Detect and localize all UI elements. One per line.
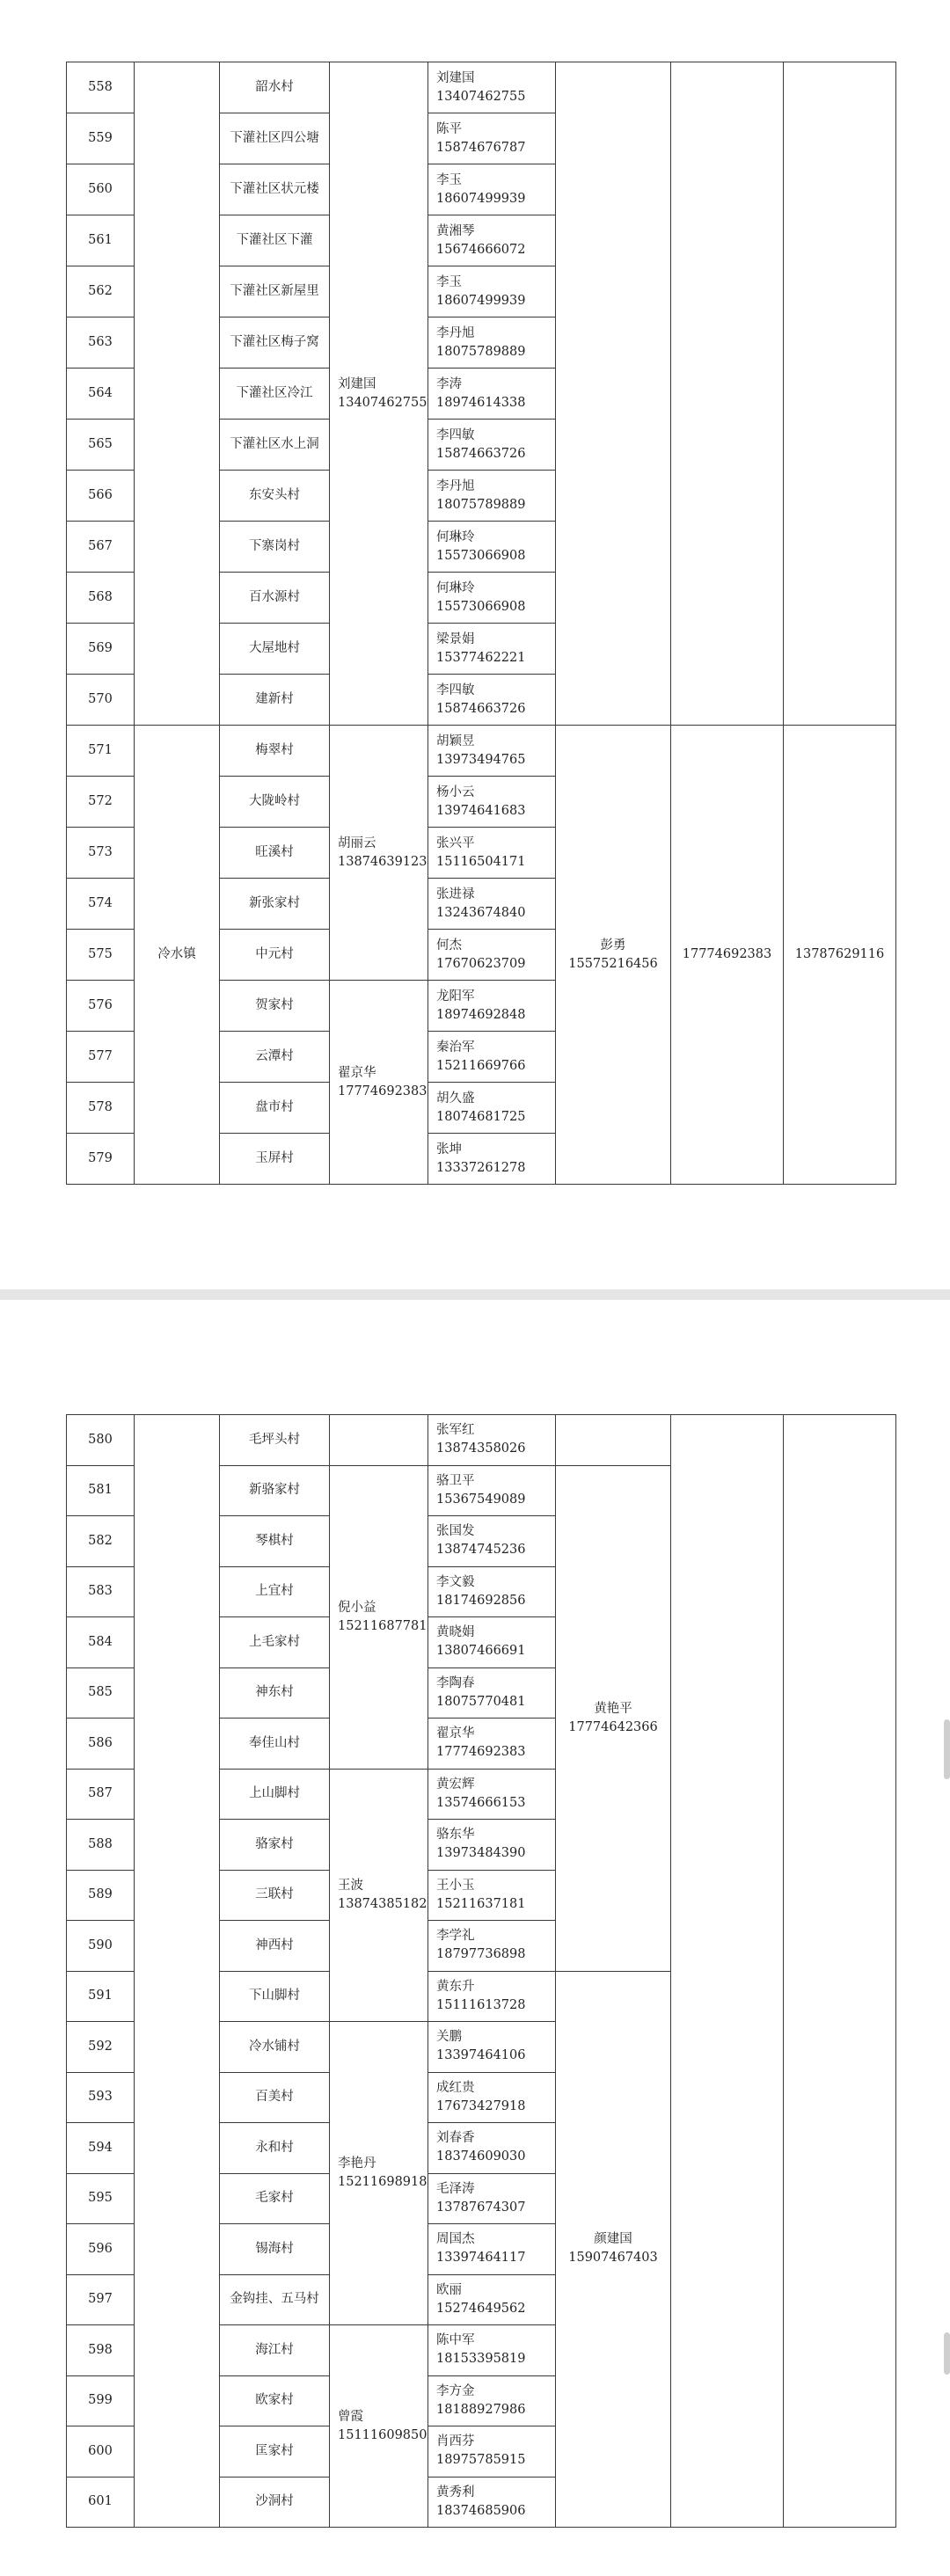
row-number: 582 bbox=[67, 1516, 135, 1567]
contact-name: 李四敏 bbox=[436, 682, 475, 697]
person-name: 倪小益 bbox=[338, 1600, 376, 1615]
contact-name: 张军红 bbox=[436, 1423, 475, 1438]
row-number: 581 bbox=[67, 1465, 135, 1516]
contact-phone: 13397464106 bbox=[436, 2048, 526, 2063]
contact-phone: 13407462755 bbox=[436, 89, 526, 104]
village-contact bbox=[428, 1769, 556, 1820]
contact-name: 张进禄 bbox=[436, 887, 475, 901]
village-contact bbox=[428, 930, 556, 981]
contact-name: 黄东升 bbox=[436, 1979, 475, 1994]
village-contact bbox=[428, 1415, 556, 1466]
row-number: 567 bbox=[67, 522, 135, 573]
contact-name: 翟京华 bbox=[436, 1726, 475, 1741]
contact-phone: 18174692856 bbox=[436, 1593, 526, 1608]
village-contact bbox=[428, 1971, 556, 2022]
row-number: 564 bbox=[67, 369, 135, 420]
contact-name: 骆卫平 bbox=[436, 1473, 475, 1488]
village-contact bbox=[428, 2072, 556, 2123]
row-number: 558 bbox=[67, 62, 135, 113]
village-name: 下山脚村 bbox=[220, 1971, 330, 2022]
village-name: 永和村 bbox=[220, 2123, 330, 2174]
row-number: 578 bbox=[67, 1083, 135, 1134]
contact-phone: 15116504171 bbox=[436, 854, 526, 869]
contact-phone: 15211637181 bbox=[436, 1896, 526, 1911]
contact-phone: 15674666072 bbox=[436, 242, 526, 257]
row-number: 596 bbox=[67, 2224, 135, 2275]
contact-name: 胡颖昱 bbox=[436, 733, 475, 748]
col6-blank bbox=[556, 1415, 671, 1466]
phone-number: 13407462755 bbox=[338, 395, 428, 410]
row-number: 598 bbox=[67, 2325, 135, 2376]
village-contact bbox=[428, 1870, 556, 1921]
col8-top bbox=[784, 62, 896, 726]
row-number: 568 bbox=[67, 573, 135, 624]
person-name: 胡丽云 bbox=[338, 836, 376, 850]
village-contact bbox=[428, 1667, 556, 1719]
village-name: 下灌社区新屋里 bbox=[220, 266, 330, 317]
village-name: 东安头村 bbox=[220, 471, 330, 522]
village-contact bbox=[428, 675, 556, 726]
contact-phone: 15573066908 bbox=[436, 599, 526, 614]
village-contact-table-2 bbox=[66, 1414, 896, 2528]
contact-phone: 18075789889 bbox=[436, 344, 526, 359]
village-name: 玉屏村 bbox=[220, 1134, 330, 1185]
village-contact bbox=[428, 317, 556, 369]
contact-phone: 18607499939 bbox=[436, 191, 526, 206]
scrollbar-thumb-lower[interactable] bbox=[944, 2332, 950, 2375]
village-name: 神西村 bbox=[220, 1921, 330, 1972]
village-contact bbox=[428, 2477, 556, 2528]
row-number: 570 bbox=[67, 675, 135, 726]
village-contact bbox=[428, 1516, 556, 1567]
contact-phone: 13787674307 bbox=[436, 2200, 526, 2215]
table-row bbox=[67, 1415, 896, 1466]
row-number: 574 bbox=[67, 879, 135, 930]
col6-top bbox=[556, 62, 671, 726]
contact-name: 关鹏 bbox=[436, 2030, 462, 2045]
contact-name: 张兴平 bbox=[436, 836, 475, 850]
phone-number: 15211698918 bbox=[338, 2175, 428, 2189]
village-name: 欧家村 bbox=[220, 2375, 330, 2426]
village-name: 毛坪头村 bbox=[220, 1415, 330, 1466]
phone-number: 17774642366 bbox=[568, 1719, 658, 1734]
village-contact bbox=[428, 1032, 556, 1083]
contact-phone: 18074681725 bbox=[436, 1109, 526, 1124]
village-name: 大陇岭村 bbox=[220, 777, 330, 828]
contact-phone: 15874663726 bbox=[436, 701, 526, 716]
contact-name: 龙阳军 bbox=[436, 989, 475, 1003]
village-contact bbox=[428, 2325, 556, 2376]
village-name: 下灌社区状元楼 bbox=[220, 164, 330, 215]
contact-name: 李陶春 bbox=[436, 1675, 475, 1690]
phone-col8: 13787629116 bbox=[784, 726, 896, 1185]
village-name: 匡家村 bbox=[220, 2426, 330, 2477]
phone-number: 15907467403 bbox=[568, 2251, 658, 2266]
village-name: 海江村 bbox=[220, 2325, 330, 2376]
contact-phone: 13243674840 bbox=[436, 905, 526, 920]
village-name: 云潭村 bbox=[220, 1032, 330, 1083]
village-contact bbox=[428, 522, 556, 573]
group-leader bbox=[330, 1769, 428, 2022]
village-contact bbox=[428, 1465, 556, 1516]
village-contact bbox=[428, 777, 556, 828]
village-name: 金钩挂、五马村 bbox=[220, 2274, 330, 2325]
contact-phone: 18374609030 bbox=[436, 2149, 526, 2164]
village-contact bbox=[428, 164, 556, 215]
row-number: 591 bbox=[67, 1971, 135, 2022]
row-number: 594 bbox=[67, 2123, 135, 2174]
village-name: 奉佳山村 bbox=[220, 1719, 330, 1770]
contact-name: 欧丽 bbox=[436, 2282, 462, 2297]
person-name: 颜建国 bbox=[594, 2232, 632, 2247]
contact-phone: 17774692383 bbox=[436, 1745, 526, 1760]
row-number: 572 bbox=[67, 777, 135, 828]
contact-phone: 13874745236 bbox=[436, 1543, 526, 1558]
contact-phone: 18075770481 bbox=[436, 1694, 526, 1709]
row-number: 593 bbox=[67, 2072, 135, 2123]
group-leader bbox=[330, 2022, 428, 2325]
village-contact bbox=[428, 624, 556, 675]
contact-name: 李学礼 bbox=[436, 1929, 475, 1944]
contact-phone: 15211669766 bbox=[436, 1058, 526, 1073]
row-number: 580 bbox=[67, 1415, 135, 1466]
village-name: 梅翠村 bbox=[220, 726, 330, 777]
village-name: 下灌社区梅子窝 bbox=[220, 317, 330, 369]
group-leader bbox=[330, 1415, 428, 1466]
contact-name: 李文毅 bbox=[436, 1574, 475, 1589]
contact-name: 李涛 bbox=[436, 376, 462, 391]
village-name: 上宜村 bbox=[220, 1566, 330, 1617]
contact-phone: 13337261278 bbox=[436, 1160, 526, 1175]
contact-phone: 15573066908 bbox=[436, 548, 526, 563]
row-number: 577 bbox=[67, 1032, 135, 1083]
row-number: 563 bbox=[67, 317, 135, 369]
row-number: 579 bbox=[67, 1134, 135, 1185]
person-name: 王波 bbox=[338, 1878, 363, 1893]
person-name: 黄艳平 bbox=[594, 1701, 632, 1716]
village-contact bbox=[428, 1083, 556, 1134]
town-leader bbox=[556, 726, 671, 1185]
village-contact bbox=[428, 2224, 556, 2275]
contact-phone: 15874663726 bbox=[436, 446, 526, 461]
contact-name: 李玉 bbox=[436, 274, 462, 289]
contact-name: 李四敏 bbox=[436, 427, 475, 442]
phone-col7: 17774692383 bbox=[671, 726, 784, 1185]
contact-name: 李玉 bbox=[436, 172, 462, 187]
person-name: 曾霞 bbox=[338, 2409, 363, 2424]
contact-phone: 13973494765 bbox=[436, 752, 526, 767]
village-contact bbox=[428, 573, 556, 624]
phone-number: 15211687781 bbox=[338, 1618, 428, 1633]
page-separator bbox=[0, 1289, 950, 1300]
row-number: 561 bbox=[67, 215, 135, 266]
contact-phone: 13874358026 bbox=[436, 1441, 526, 1456]
table-row bbox=[67, 62, 896, 113]
row-number: 559 bbox=[67, 113, 135, 164]
village-contact bbox=[428, 2123, 556, 2174]
col7-top bbox=[671, 62, 784, 726]
village-name: 大屋地村 bbox=[220, 624, 330, 675]
person-name: 刘建国 bbox=[338, 376, 376, 391]
row-number: 566 bbox=[67, 471, 135, 522]
village-name: 神东村 bbox=[220, 1667, 330, 1719]
contact-phone: 18974614338 bbox=[436, 395, 526, 410]
contact-name: 胡久盛 bbox=[436, 1091, 475, 1106]
contact-name: 李丹旭 bbox=[436, 325, 475, 340]
phone-number: 13874639123 bbox=[338, 854, 428, 869]
row-number: 599 bbox=[67, 2375, 135, 2426]
contact-phone: 13807466691 bbox=[436, 1644, 526, 1659]
row-number: 597 bbox=[67, 2274, 135, 2325]
contact-phone: 18188927986 bbox=[436, 2402, 526, 2417]
row-number: 600 bbox=[67, 2426, 135, 2477]
village-name: 上山脚村 bbox=[220, 1769, 330, 1820]
village-contact bbox=[428, 879, 556, 930]
contact-name: 黄晓娟 bbox=[436, 1625, 475, 1640]
village-contact bbox=[428, 471, 556, 522]
row-number: 573 bbox=[67, 828, 135, 879]
group-leader bbox=[330, 2325, 428, 2528]
contact-phone: 18607499939 bbox=[436, 293, 526, 308]
contact-name: 秦治军 bbox=[436, 1040, 475, 1054]
village-contact bbox=[428, 1921, 556, 1972]
group-leader bbox=[330, 1465, 428, 1769]
village-contact bbox=[428, 1617, 556, 1668]
contact-name: 张国发 bbox=[436, 1524, 475, 1539]
row-number: 588 bbox=[67, 1820, 135, 1871]
row-number: 569 bbox=[67, 624, 135, 675]
contact-name: 黄宏辉 bbox=[436, 1777, 475, 1792]
village-contact bbox=[428, 215, 556, 266]
row-number: 576 bbox=[67, 981, 135, 1032]
contact-phone: 13973484390 bbox=[436, 1846, 526, 1861]
village-name: 新张家村 bbox=[220, 879, 330, 930]
row-number: 571 bbox=[67, 726, 135, 777]
contact-name: 杨小云 bbox=[436, 784, 475, 799]
row-number: 575 bbox=[67, 930, 135, 981]
row-number: 592 bbox=[67, 2022, 135, 2073]
village-name: 贺家村 bbox=[220, 981, 330, 1032]
col8-blank bbox=[784, 1415, 896, 2528]
contact-phone: 18075789889 bbox=[436, 497, 526, 512]
group-leader bbox=[330, 981, 428, 1185]
village-name: 百美村 bbox=[220, 2072, 330, 2123]
contact-name: 肖西芬 bbox=[436, 2434, 475, 2449]
village-name: 下寨岗村 bbox=[220, 522, 330, 573]
village-name: 盘市村 bbox=[220, 1083, 330, 1134]
village-contact bbox=[428, 62, 556, 113]
contact-phone: 18374685906 bbox=[436, 2503, 526, 2518]
village-contact bbox=[428, 1820, 556, 1871]
contact-phone: 18975785915 bbox=[436, 2453, 526, 2468]
contact-name: 梁景娟 bbox=[436, 631, 475, 646]
village-name: 冷水铺村 bbox=[220, 2022, 330, 2073]
village-contact bbox=[428, 369, 556, 420]
village-contact bbox=[428, 420, 556, 471]
row-number: 560 bbox=[67, 164, 135, 215]
town-cell bbox=[135, 1415, 220, 2528]
contact-name: 刘春香 bbox=[436, 2131, 475, 2146]
row-number: 589 bbox=[67, 1870, 135, 1921]
group-leader bbox=[330, 62, 428, 726]
contact-name: 刘建国 bbox=[436, 70, 475, 85]
village-name: 琴棋村 bbox=[220, 1516, 330, 1567]
row-number: 587 bbox=[67, 1769, 135, 1820]
col7-blank bbox=[671, 1415, 784, 2528]
phone-number: 15111609850 bbox=[338, 2427, 428, 2442]
contact-name: 毛泽涛 bbox=[436, 2181, 475, 2196]
village-contact bbox=[428, 1566, 556, 1617]
blank-cell bbox=[135, 62, 220, 726]
contact-phone: 15874676787 bbox=[436, 140, 526, 155]
contact-name: 黄秀利 bbox=[436, 2485, 475, 2499]
town-leader bbox=[556, 1465, 671, 1971]
village-contact bbox=[428, 1719, 556, 1770]
row-number: 601 bbox=[67, 2477, 135, 2528]
village-name: 百水源村 bbox=[220, 573, 330, 624]
village-name: 上毛家村 bbox=[220, 1617, 330, 1668]
contact-phone: 17673427918 bbox=[436, 2098, 526, 2113]
village-name: 骆家村 bbox=[220, 1820, 330, 1871]
contact-phone: 18797736898 bbox=[436, 1947, 526, 1962]
person-name: 彭勇 bbox=[600, 938, 626, 952]
contact-phone: 15377462221 bbox=[436, 650, 526, 665]
contact-name: 张坤 bbox=[436, 1142, 462, 1157]
village-name: 下灌社区下灌 bbox=[220, 215, 330, 266]
contact-name: 黄湘琴 bbox=[436, 223, 475, 238]
village-contact bbox=[428, 2173, 556, 2224]
contact-name: 陈平 bbox=[436, 121, 462, 136]
document-page-1 bbox=[0, 0, 950, 1266]
village-contact bbox=[428, 2022, 556, 2073]
phone-number: 17774692383 bbox=[338, 1084, 428, 1098]
row-number: 585 bbox=[67, 1667, 135, 1719]
town-leader bbox=[556, 1971, 671, 2528]
village-name: 毛家村 bbox=[220, 2173, 330, 2224]
contact-phone: 13574666153 bbox=[436, 1795, 526, 1810]
village-contact bbox=[428, 828, 556, 879]
contact-name: 何琳玲 bbox=[436, 529, 475, 544]
village-contact bbox=[428, 266, 556, 317]
village-name: 建新村 bbox=[220, 675, 330, 726]
village-name: 旺溪村 bbox=[220, 828, 330, 879]
contact-phone: 15111613728 bbox=[436, 1997, 526, 2012]
contact-name: 王小玉 bbox=[436, 1878, 475, 1893]
village-contact bbox=[428, 2426, 556, 2477]
village-name: 下灌社区水上洞 bbox=[220, 420, 330, 471]
contact-name: 何琳玲 bbox=[436, 580, 475, 595]
village-contact bbox=[428, 981, 556, 1032]
village-contact bbox=[428, 2375, 556, 2426]
person-name: 翟京华 bbox=[338, 1065, 376, 1080]
village-name: 新骆家村 bbox=[220, 1465, 330, 1516]
village-contact-table-1 bbox=[66, 62, 896, 1185]
contact-name: 陈中军 bbox=[436, 2333, 475, 2348]
row-number: 584 bbox=[67, 1617, 135, 1668]
contact-name: 周国杰 bbox=[436, 2232, 475, 2247]
village-contact bbox=[428, 726, 556, 777]
row-number: 562 bbox=[67, 266, 135, 317]
village-name: 锡海村 bbox=[220, 2224, 330, 2275]
row-number: 583 bbox=[67, 1566, 135, 1617]
contact-name: 李方金 bbox=[436, 2383, 475, 2398]
contact-name: 成红贵 bbox=[436, 2080, 475, 2095]
row-number: 595 bbox=[67, 2173, 135, 2224]
contact-name: 李丹旭 bbox=[436, 478, 475, 493]
village-name: 三联村 bbox=[220, 1870, 330, 1921]
village-name: 下灌社区冷江 bbox=[220, 369, 330, 420]
contact-phone: 15367549089 bbox=[436, 1492, 526, 1507]
row-number: 590 bbox=[67, 1921, 135, 1972]
contact-phone: 18974692848 bbox=[436, 1007, 526, 1022]
village-name: 韶水村 bbox=[220, 62, 330, 113]
contact-phone: 13397464117 bbox=[436, 2251, 526, 2266]
contact-phone: 15274649562 bbox=[436, 2301, 526, 2316]
village-contact bbox=[428, 113, 556, 164]
row-number: 565 bbox=[67, 420, 135, 471]
phone-number: 13874385182 bbox=[338, 1896, 428, 1911]
village-contact bbox=[428, 1134, 556, 1185]
table-row bbox=[67, 726, 896, 777]
contact-name: 骆东华 bbox=[436, 1828, 475, 1843]
phone-number: 15575216456 bbox=[568, 956, 658, 971]
scrollbar-thumb[interactable] bbox=[944, 1719, 950, 1779]
contact-name: 何杰 bbox=[436, 938, 462, 952]
village-name: 沙洞村 bbox=[220, 2477, 330, 2528]
person-name: 李艳丹 bbox=[338, 2156, 376, 2171]
group-leader bbox=[330, 726, 428, 981]
document-page-2 bbox=[0, 1300, 950, 2576]
contact-phone: 13974641683 bbox=[436, 803, 526, 818]
contact-phone: 18153395819 bbox=[436, 2352, 526, 2367]
town-name: 冷水镇 bbox=[135, 726, 220, 1185]
village-contact bbox=[428, 2274, 556, 2325]
village-name: 中元村 bbox=[220, 930, 330, 981]
contact-phone: 17670623709 bbox=[436, 956, 526, 971]
row-number: 586 bbox=[67, 1719, 135, 1770]
village-name: 下灌社区四公塘 bbox=[220, 113, 330, 164]
